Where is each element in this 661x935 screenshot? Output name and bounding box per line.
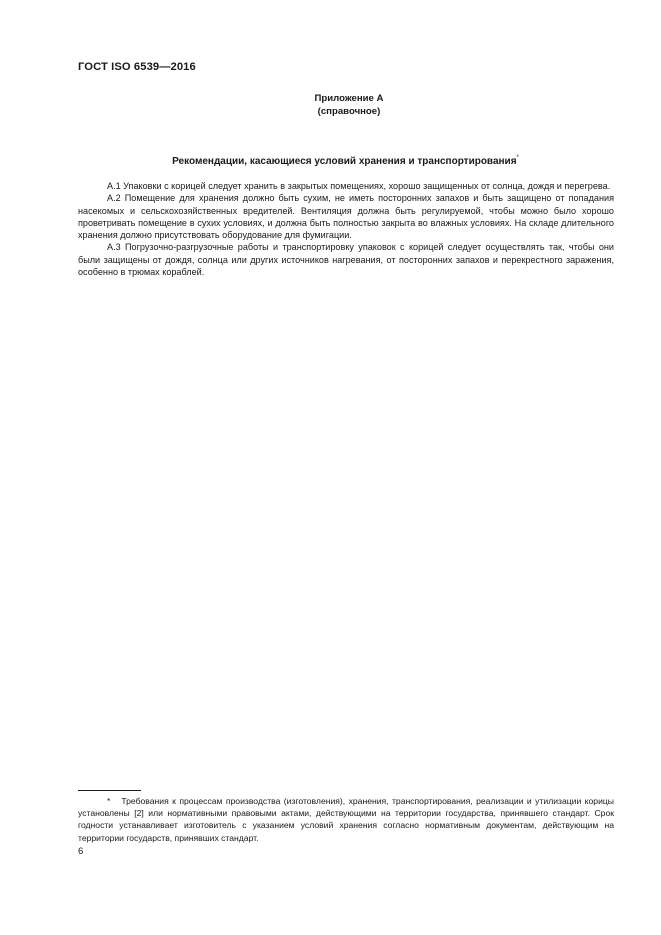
page-number: 6 xyxy=(78,846,84,857)
footnote-text: Требования к процессам производства (изготовления), хранения, транспортирования, реализации и утилизации корицы установлены [2] или нормативными правовыми актами, действующими на территории государства, принявшего стандарт. Срок годности устанавливает изготовитель с указанием условий хранения согласно нормативным документам, действующим на территории государств, принявших стандарт. xyxy=(78,796,614,843)
footnote-mark: * xyxy=(107,796,111,806)
appendix-heading xyxy=(0,92,661,118)
appendix-type: (справочное) xyxy=(317,106,381,117)
section-title-text: Рекомендации, касающиеся условий хранения и транспортирования xyxy=(172,156,517,167)
section-title-footnote-mark: * xyxy=(516,155,519,161)
section-title xyxy=(0,155,661,167)
standard-code-header: ГОСТ ISO 6539—2016 xyxy=(78,61,196,73)
paragraph-a3: А.3 Погрузочно-разгрузочные работы и транспортировку упаковок с корицей следует осуществлять так, чтобы они были защищены от дождя, солнца или других источников нагревания, от посторонних запахов и перекрестного заражения, особенно в трюмах кораблей. xyxy=(78,242,614,278)
body-text xyxy=(78,180,614,278)
paragraph-a1: А.1 Упаковки с корицей следует хранить в закрытых помещениях, хорошо защищенных от солнца, дождя и перегрева. xyxy=(107,181,611,191)
paragraph-a2: А.2 Помещение для хранения должно быть сухим, не иметь посторонних запахов и быть защищено от попадания насекомых и сельскохозяйственных вредителей. Вентиляция должна быть регулируемой, чтобы можно было хорошо проветривать помещение в сухих условиях, и должна быть полностью закрыта во влажных условиях. На складе длительного хранения должно присутствовать оборудование для фумигации. xyxy=(78,193,614,241)
footnote xyxy=(78,795,614,844)
footnote-divider xyxy=(78,790,141,791)
appendix-title: Приложение А xyxy=(314,93,384,104)
